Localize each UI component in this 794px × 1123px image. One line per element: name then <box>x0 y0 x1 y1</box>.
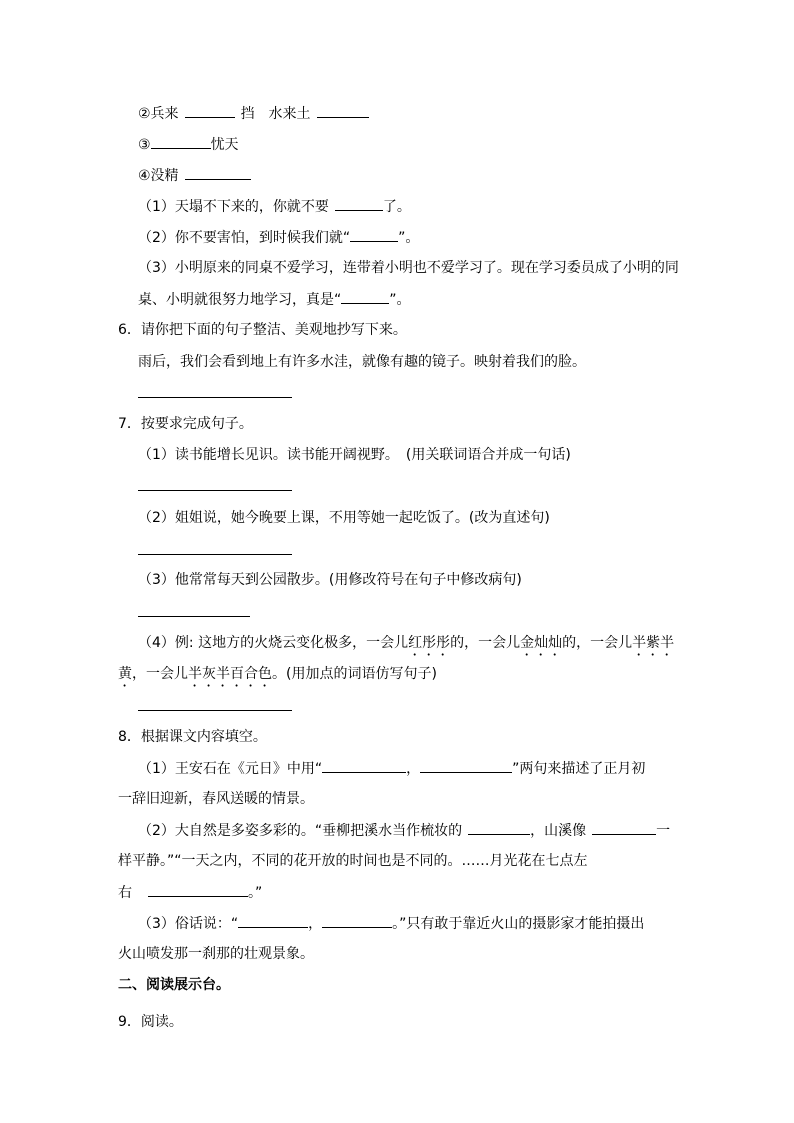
question-6-sentence: 雨后，我们会看到地上有许多水洼，就像有趣的镜子。映射着我们的脸。 <box>138 354 586 370</box>
question-7-sub-3: （3）他常常每天到公园散步。(用修改符号在句子中修改病句) <box>138 572 522 588</box>
blank[interactable] <box>322 913 392 928</box>
q5-item-4: ④没精 <box>138 165 251 185</box>
blank[interactable] <box>350 227 398 242</box>
blank[interactable] <box>468 820 530 835</box>
blank[interactable] <box>317 103 369 118</box>
question-8-title: 8．根据课文内容填空。 <box>118 729 267 745</box>
question-7-sub-1: （1）读书能增长见识。读书能开阔视野。 (用关联词语合并成一句话) <box>138 447 571 463</box>
blank[interactable] <box>592 820 656 835</box>
q5-sub-3-line-1: （3）小明原来的同桌不爱学习，连带着小明也不爱学习了。现在学习委员成了小明的同 <box>138 260 679 276</box>
answer-line[interactable] <box>138 554 292 555</box>
blank[interactable] <box>151 134 211 149</box>
question-7-sub-4-line-2: 黄，一会儿半灰半百合色。(用加点的词语仿写句子) <box>118 666 437 682</box>
blank[interactable] <box>185 165 251 180</box>
question-7-sub-2: （2）姐姐说，她今晚要上课，不用等她一起吃饭了。(改为直述句) <box>138 510 550 526</box>
q5-item-2: ②兵来 挡 水来土 <box>138 103 369 123</box>
q5-item-3: ③ 忧天 <box>138 134 239 154</box>
blank[interactable] <box>420 758 512 773</box>
question-8-sub-2-line-3: 右 。” <box>118 882 262 902</box>
answer-line[interactable] <box>138 616 250 617</box>
section-heading: 二、阅读展示台。 <box>118 977 230 993</box>
q5-sub-2: （2）你不要害怕，到时候我们就“ ”。 <box>138 227 419 247</box>
question-6-title: 6．请你把下面的句子整洁、美观地抄写下来。 <box>118 322 407 338</box>
question-8-sub-2-line-1: （2）大自然是多姿多彩的。“垂柳把溪水当作梳妆的 ，山溪像 一 <box>138 820 670 840</box>
question-7-sub-4-line-1: （4）例: 这地方的火烧云变化极多，一会儿红彤彤的，一会儿金灿灿的，一会儿半紫半 <box>138 635 675 651</box>
question-7-title: 7．按要求完成句子。 <box>118 416 253 432</box>
question-8-sub-3-line-1: （3）俗话说：“ ， 。”只有敢于靠近火山的摄影家才能拍摄出 <box>138 913 644 933</box>
answer-line[interactable] <box>138 710 292 711</box>
blank[interactable] <box>341 289 389 304</box>
answer-line[interactable] <box>138 397 292 398</box>
question-8-sub-3-line-2: 火山喷发那一刹那的壮观景象。 <box>118 946 314 962</box>
question-8-sub-2-line-2: 样平静。”“一天之内，不同的花开放的时间也是不同的。……月光花在七点左 <box>118 853 588 869</box>
blank[interactable] <box>238 913 308 928</box>
q5-sub-1: （1）天塌不下来的，你就不要 了。 <box>138 196 411 216</box>
blank[interactable] <box>185 103 235 118</box>
blank[interactable] <box>148 882 248 897</box>
question-8-sub-1-line-1: （1）王安石在《元日》中用“ ， ”两句来描述了正月初 <box>138 758 645 778</box>
blank[interactable] <box>335 196 383 211</box>
blank[interactable] <box>322 758 406 773</box>
question-9-title: 9．阅读。 <box>118 1014 183 1030</box>
q5-sub-3-line-2: 桌、小明就很努力地学习，真是“ ”。 <box>138 289 411 309</box>
question-8-sub-1-line-2: 一辞旧迎新，春风送暖的情景。 <box>118 791 314 807</box>
answer-line[interactable] <box>138 490 292 491</box>
